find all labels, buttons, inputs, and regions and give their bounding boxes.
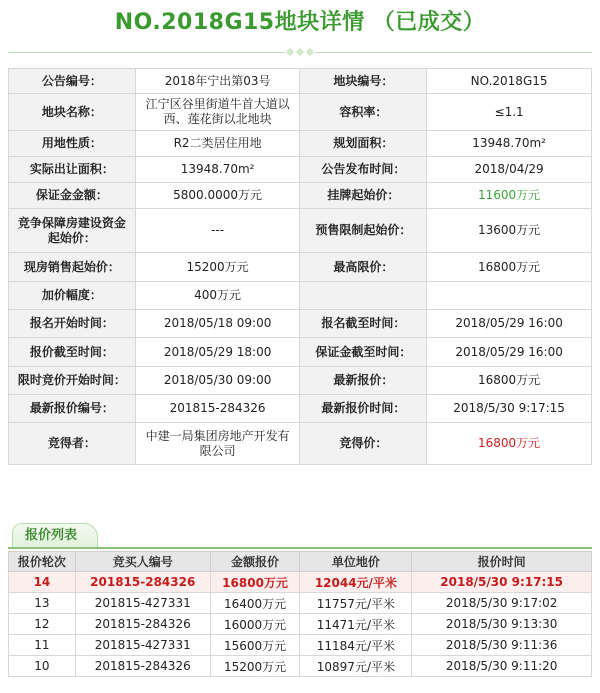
detail-row — [9, 253, 592, 282]
bid-amount: 16400万元 — [210, 593, 300, 614]
detail-label: 报价截至时间： — [9, 338, 136, 367]
detail-label: 报名截至时间： — [300, 310, 427, 338]
detail-label: 保证金截至时间： — [300, 338, 427, 367]
detail-value: 2018/05/29 16:00 — [427, 338, 592, 367]
detail-label: 最高限价： — [300, 253, 427, 282]
detail-value-empty — [427, 282, 592, 310]
unit-price: 12044元/平米 — [300, 572, 412, 593]
detail-value: 15200万元 — [135, 253, 300, 282]
detail-value: ≤1.1 — [427, 94, 592, 131]
column-header-bid-time: 报价时间 — [412, 552, 592, 572]
detail-value: --- — [135, 209, 300, 253]
unit-price: 10897元/平米 — [300, 656, 412, 677]
detail-label: 容积率： — [300, 94, 427, 131]
detail-label: 最新报价编号： — [9, 395, 136, 423]
column-header-amount: 金额报价 — [210, 552, 300, 572]
bid-round: 12 — [9, 614, 76, 635]
detail-label: 用地性质： — [9, 131, 136, 157]
detail-row — [9, 183, 592, 209]
detail-label: 最新报价： — [300, 367, 427, 395]
detail-value: NO.2018G15 — [427, 69, 592, 94]
detail-label: 竞得者： — [9, 423, 136, 465]
bid-time: 2018/5/30 9:17:02 — [412, 593, 592, 614]
detail-label: 地块名称： — [9, 94, 136, 131]
listing-start-price: 11600万元 — [427, 183, 592, 209]
detail-value: 2018/05/30 09:00 — [135, 367, 300, 395]
detail-row — [9, 209, 592, 253]
detail-value: 江宁区谷里街道牛首大道以西、莲花街以北地块 — [135, 94, 300, 131]
detail-row — [9, 310, 592, 338]
winning-price: 16800万元 — [427, 423, 592, 465]
detail-value: 13600万元 — [427, 209, 592, 253]
bid-round: 10 — [9, 656, 76, 677]
bidder-id: 201815-284326 — [75, 572, 210, 593]
detail-value: 2018/5/30 9:17:15 — [427, 395, 592, 423]
unit-price: 11471元/平米 — [300, 614, 412, 635]
land-detail-table — [8, 68, 592, 465]
detail-label: 实际出让面积： — [9, 157, 136, 183]
detail-value: 201815-284326 — [135, 395, 300, 423]
bid-amount: 15200万元 — [210, 656, 300, 677]
divider-ornament-icon — [285, 46, 315, 58]
detail-value: 2018/05/29 18:00 — [135, 338, 300, 367]
bid-amount: 16800万元 — [210, 572, 300, 593]
bid-time: 2018/5/30 9:13:30 — [412, 614, 592, 635]
detail-value: 2018/05/18 09:00 — [135, 310, 300, 338]
column-header-bidder-id: 竞买人编号 — [75, 552, 210, 572]
bid-time: 2018/5/30 9:17:15 — [412, 572, 592, 593]
detail-label: 地块编号： — [300, 69, 427, 94]
bidder-id: 201815-284326 — [75, 656, 210, 677]
detail-label: 最新报价时间： — [300, 395, 427, 423]
detail-row — [9, 94, 592, 131]
table-row — [9, 614, 592, 635]
table-row — [9, 635, 592, 656]
detail-row — [9, 338, 592, 367]
table-row — [9, 572, 592, 593]
table-row — [9, 656, 592, 677]
bid-amount: 16000万元 — [210, 614, 300, 635]
detail-value: 2018/04/29 — [427, 157, 592, 183]
bid-time: 2018/5/30 9:11:20 — [412, 656, 592, 677]
detail-row — [9, 131, 592, 157]
detail-value: 2018年宁出第03号 — [135, 69, 300, 94]
detail-value: 2018/05/29 16:00 — [427, 310, 592, 338]
detail-row — [9, 423, 592, 465]
detail-label: 挂牌起始价： — [300, 183, 427, 209]
detail-row — [9, 282, 592, 310]
detail-label: 限时竞价开始时间： — [9, 367, 136, 395]
detail-label: 竞得价： — [300, 423, 427, 465]
winner-name: 中建一局集团房地产开发有限公司 — [135, 423, 300, 465]
detail-label-empty — [300, 282, 427, 310]
table-row — [9, 593, 592, 614]
bidder-id: 201815-427331 — [75, 635, 210, 656]
detail-label: 竞争保障房建设资金起始价： — [9, 209, 136, 253]
detail-label: 保证金金额： — [9, 183, 136, 209]
detail-value: 13948.70m² — [135, 157, 300, 183]
detail-row — [9, 395, 592, 423]
detail-value: 5800.0000万元 — [135, 183, 300, 209]
bid-table-header-row — [9, 552, 592, 572]
detail-label: 预售限制起始价： — [300, 209, 427, 253]
detail-value: 16800万元 — [427, 367, 592, 395]
bid-list-underline — [8, 547, 592, 549]
detail-value: 400万元 — [135, 282, 300, 310]
bid-round: 13 — [9, 593, 76, 614]
detail-row — [9, 157, 592, 183]
page-title: NO.2018G15地块详情 （已成交） — [114, 10, 486, 35]
detail-label: 加价幅度： — [9, 282, 136, 310]
detail-label: 公告发布时间： — [300, 157, 427, 183]
bid-list-header — [8, 523, 592, 549]
detail-label: 现房销售起始价： — [9, 253, 136, 282]
bid-round: 11 — [9, 635, 76, 656]
detail-value: R2二类居住用地 — [135, 131, 300, 157]
bidder-id: 201815-427331 — [75, 593, 210, 614]
detail-value: 13948.70m² — [427, 131, 592, 157]
bid-list-table — [8, 551, 592, 677]
detail-row — [9, 367, 592, 395]
detail-row — [9, 69, 592, 94]
detail-value: 16800万元 — [427, 253, 592, 282]
bid-amount: 15600万元 — [210, 635, 300, 656]
tab-bid-list[interactable]: 报价列表 — [12, 523, 98, 547]
detail-label: 规划面积： — [300, 131, 427, 157]
bid-round: 14 — [9, 572, 76, 593]
unit-price: 11757元/平米 — [300, 593, 412, 614]
detail-label: 公告编号： — [9, 69, 136, 94]
bid-time: 2018/5/30 9:11:36 — [412, 635, 592, 656]
column-header-unit-price: 单位地价 — [300, 552, 412, 572]
column-header-round: 报价轮次 — [9, 552, 76, 572]
detail-label: 报名开始时间： — [9, 310, 136, 338]
bidder-id: 201815-284326 — [75, 614, 210, 635]
unit-price: 11184元/平米 — [300, 635, 412, 656]
